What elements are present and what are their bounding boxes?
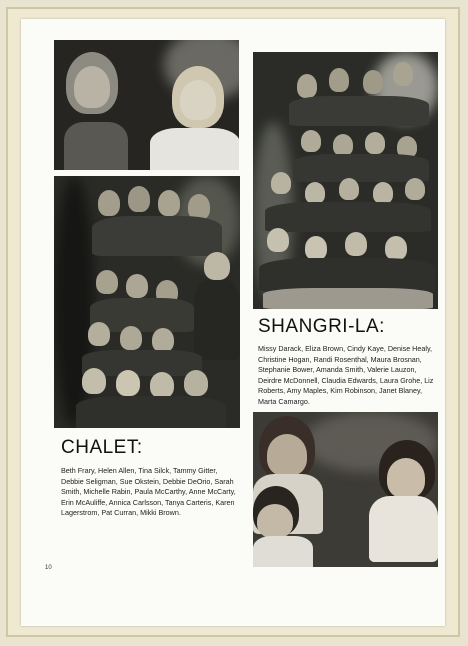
- shangrila-names: Missy Darack, Eliza Brown, Cindy Kaye, Denise Healy, Christine Hogan, Randi Rosenthal, Maura Brosnan, Stephanie Bower, Amanda Smith, Valerie Lauzon, Deirdre McDonnell, Claudia Edwards, Laura Grohe, Liz Roberts, Amy Maples, Kim Robinson, Janet Blaney, Marta Camargo.: [258, 344, 434, 406]
- photo-shangrila-group: [253, 52, 438, 309]
- photo-two-girls-closeup: [54, 40, 239, 170]
- shangrila-heading: SHANGRI-LA:: [258, 316, 385, 337]
- photo-chalet-group: [54, 176, 240, 428]
- page-number: 10: [45, 565, 52, 571]
- photo-kids-closeup: [253, 412, 438, 567]
- chalet-names: Beth Frary, Helen Allen, Tina Silck, Tammy Gitter, Debbie Seligman, Sue Okstein, Debbie DeOrio, Sarah Smith, Michelle Rabin, Paula McCarthy, Anne McCarty, Erin McAuliffe, Annica Carlsson, Tanya Carteris, Karen Lagerstrom, Pat Curran, Mikki Brown.: [61, 466, 236, 518]
- chalet-heading: CHALET:: [61, 437, 143, 458]
